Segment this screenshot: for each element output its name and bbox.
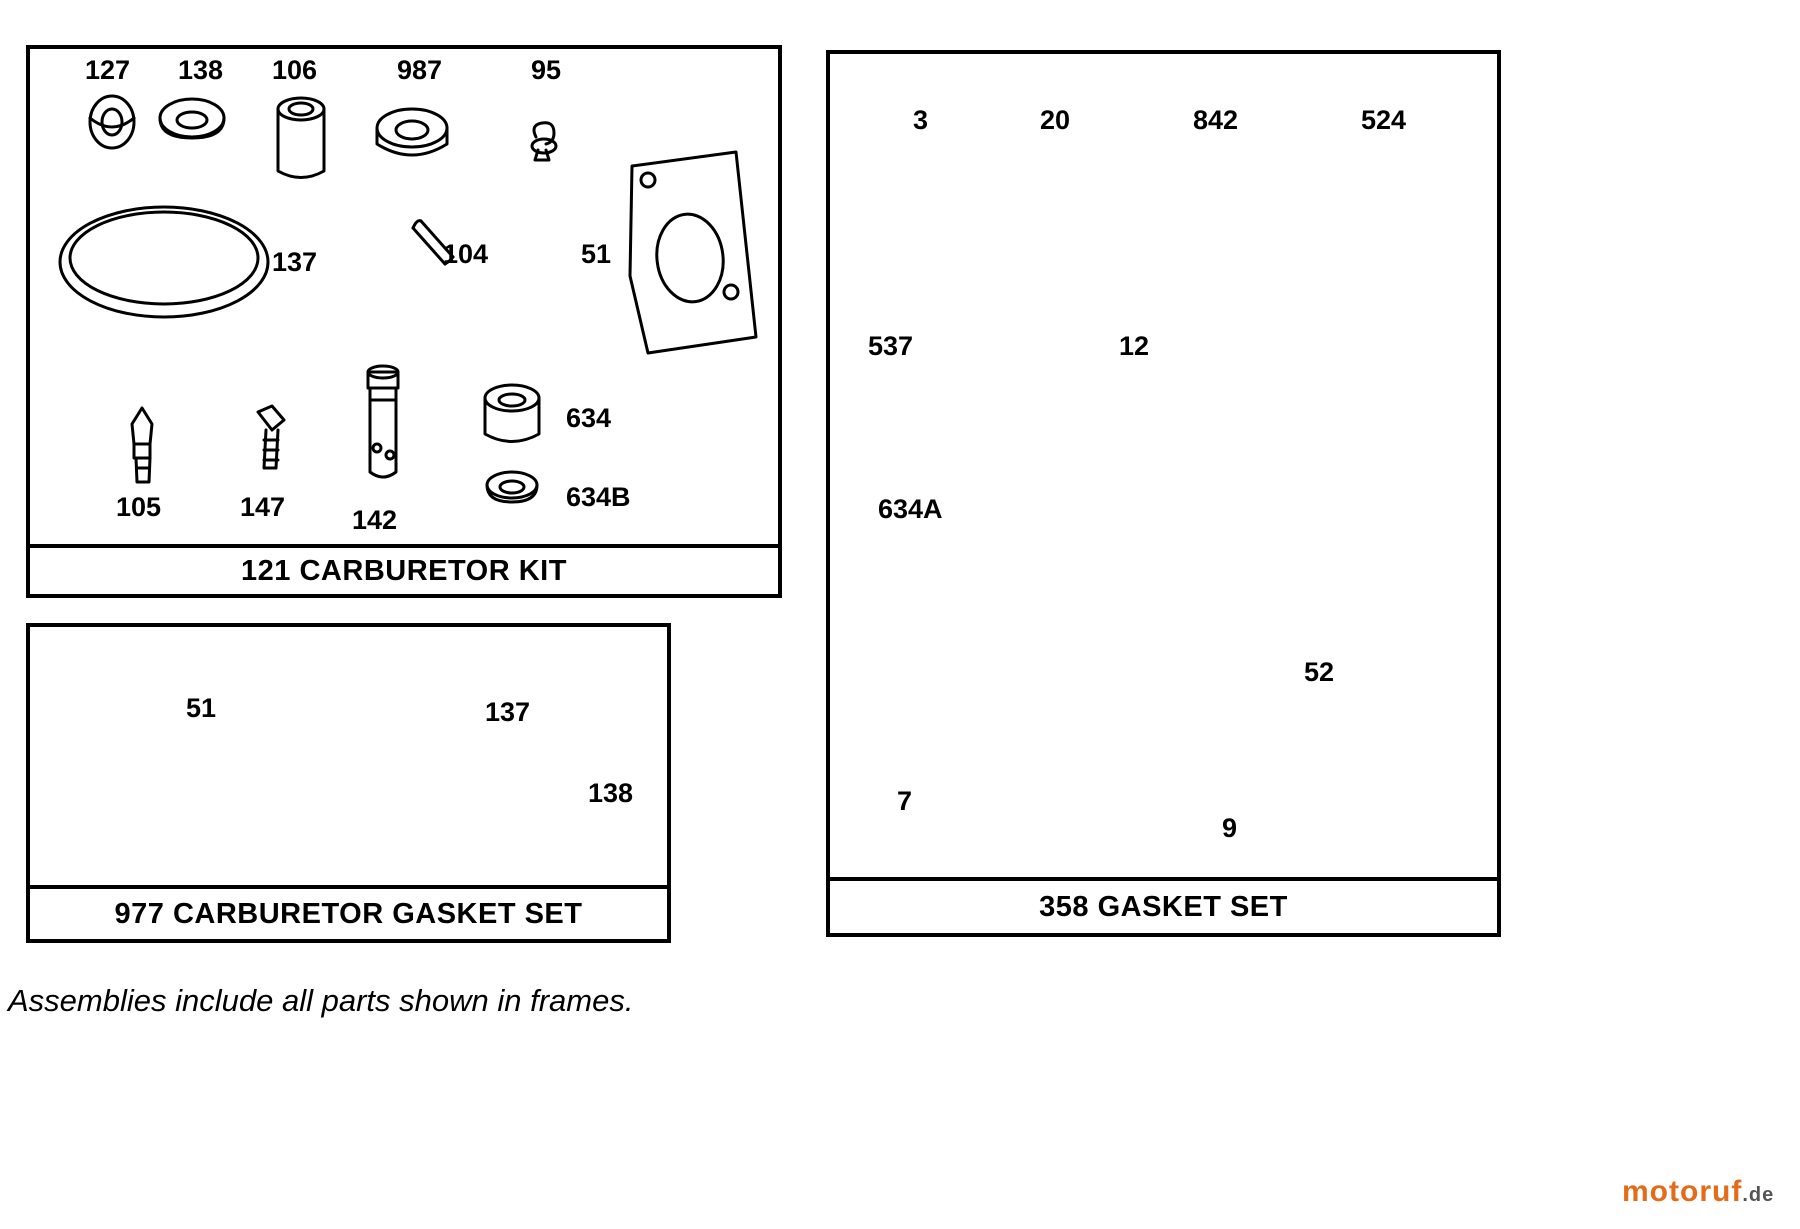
part-ref-105: 105 [116, 492, 162, 522]
watermark-name: motoruf [1622, 1175, 1743, 1208]
part-ref-537: 537 [868, 331, 914, 361]
part-ref-147: 147 [240, 492, 286, 522]
part-ref-138-gasket-set: 138 [588, 778, 634, 808]
part-ref-127: 127 [85, 55, 131, 85]
watermark-suffix: .de [1742, 1184, 1775, 1206]
part-ref-7: 7 [897, 786, 913, 816]
part-ref-52: 52 [1304, 657, 1335, 687]
frame-gasket-set-title: 358 GASKET SET [830, 877, 1497, 933]
part-ref-138: 138 [178, 55, 224, 85]
part-ref-9: 9 [1222, 813, 1238, 843]
part-ref-634A: 634A [878, 494, 943, 524]
part-ref-987: 987 [397, 55, 443, 85]
part-ref-634B: 634B [566, 482, 631, 512]
part-ref-20: 20 [1040, 105, 1071, 135]
frame-carburetor-kit-title: 121 CARBURETOR KIT [30, 544, 778, 594]
part-ref-51: 51 [581, 239, 612, 269]
assembly-note: Assemblies include all parts shown in frames. [8, 983, 634, 1018]
part-ref-142: 142 [352, 505, 398, 535]
part-ref-12: 12 [1119, 331, 1150, 361]
frame-carburetor-gasket-set [26, 623, 671, 943]
part-ref-137-gasket-set: 137 [485, 697, 531, 727]
part-ref-106: 106 [272, 55, 318, 85]
part-ref-3: 3 [913, 105, 929, 135]
part-ref-104: 104 [443, 239, 489, 269]
frame-carburetor-gasket-set-title: 977 CARBURETOR GASKET SET [30, 885, 667, 939]
part-ref-95: 95 [531, 55, 562, 85]
part-ref-51-gasket-set: 51 [186, 693, 217, 723]
part-ref-137: 137 [272, 247, 318, 277]
part-ref-524: 524 [1361, 105, 1407, 135]
watermark [1622, 1175, 1774, 1209]
part-ref-634: 634 [566, 403, 612, 433]
part-ref-842: 842 [1193, 105, 1239, 135]
